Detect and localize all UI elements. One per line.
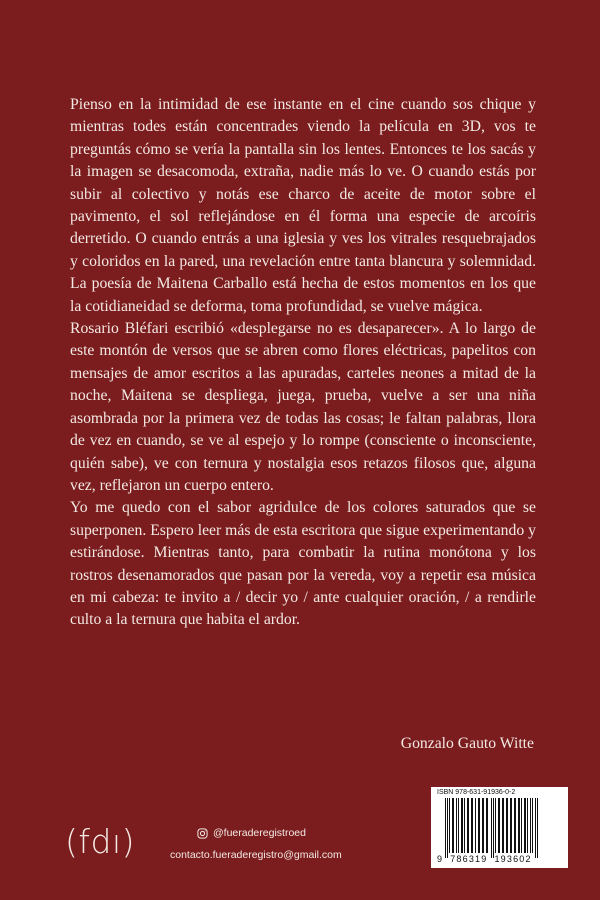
barcode-bar: [464, 798, 465, 853]
instagram-handle[interactable]: @fueraderegistroed: [213, 827, 306, 839]
isbn-label: ISBN 978-631-91936-0-2: [437, 789, 516, 796]
barcode-bar: [452, 798, 454, 853]
barcode-digits: [431, 854, 568, 864]
barcode-bar: [461, 798, 463, 853]
instagram-row: [170, 825, 342, 841]
blurb-paragraph-1: Pienso en la intimidad de ese instante en el cine cuando sos chique y mientras todes están concentrades viendo la película en 3D, vos te preguntás cómo se vería la pantalla sin los lentes. Entonces te los sacás y la imagen se desacomoda, extraña, nadie más lo ve. O cuando estás por subir al colectivo y notás ese charco de aceite de motor sobre el pavimento, el sol reflejándose en él forma una especie de arcoíris derretido. O cuando entrás a una iglesia y ves los vitrales resquebrajados y coloridos en la pared, una revelación entre tanta blancura y solemnidad. La poesía de Maitena Carballo está hecha de estos momentos en los que la cotidianeidad se deforma, toma profundidad, se vuelve mágica.: [70, 96, 536, 315]
barcode-bar: [486, 798, 488, 853]
barcode-bar: [537, 798, 538, 858]
barcode-bar: [524, 798, 526, 853]
barcode-bar: [458, 798, 459, 853]
barcode-bar: [535, 798, 536, 858]
barcode-bar: [471, 798, 473, 853]
barcode-bar: [527, 798, 528, 853]
barcode-bar: [530, 798, 531, 853]
barcode-bar: [514, 798, 516, 853]
barcode-bar: [456, 798, 457, 853]
barcode-bar: [445, 798, 446, 858]
barcode-bar: [495, 798, 496, 853]
barcode-bar: [449, 798, 450, 853]
barcode-bar: [518, 798, 520, 853]
isbn-barcode: [431, 787, 568, 868]
barcode-bar: [447, 798, 448, 858]
barcode-bar: [491, 798, 492, 858]
blurb-paragraph-2: Rosario Bléfari escribió «desplegarse no es desaparecer». A lo largo de este montón de versos que se abren como flores eléctricas, papelitos con mensajes de amor escritos a las apuradas, carteles neones a mitad de la noche, Maitena se despliega, juega, prueba, vuelve a ser una niña asombrada por la primera vez de todas las cosas; le faltan palabras, llora de vez en cuando, se ve al espejo y lo rompe (consciente o inconsciente, quién sabe), ve con ternura y nostalgia esos retazos filosos que, alguna vez, reflejaron un cuerpo entero.: [70, 320, 536, 494]
email-row: [170, 847, 342, 863]
barcode-bar: [532, 798, 533, 853]
blurb-paragraph-3: Yo me quedo con el sabor agridulce de los colores saturados que se superponen. Espero leer más de esta escritora que sigue experimentando y estirándose. Mientras tanto, para combatir la rutina monótona y los rostros desenamorados que pasan por la vereda, voy a repetir esa música en mi cabeza: te invito a / decir yo / ante cualquier oración, / a rendirle culto a la ternura que habita el ardor.: [70, 499, 536, 629]
barcode-bar: [506, 798, 508, 853]
barcode-bar: [510, 798, 512, 853]
barcode-bar: [521, 798, 522, 853]
publisher-contact: [170, 825, 342, 863]
barcode-digits-right: 193602: [494, 854, 532, 864]
publisher-logo: (fdı): [65, 822, 135, 861]
barcode-digit-lead: 9: [437, 854, 444, 864]
blurb-author: Gonzalo Gauto Witte: [400, 735, 534, 752]
barcode-bar: [498, 798, 500, 853]
contact-email[interactable]: contacto.fueraderegistro@gmail.com: [170, 849, 342, 861]
barcode-bar: [502, 798, 504, 853]
barcode-bar: [467, 798, 469, 853]
barcode-bar: [478, 798, 480, 853]
barcode-bar: [493, 798, 494, 858]
blurb-text: [70, 94, 536, 632]
barcode-digits-left: 786319: [450, 854, 488, 864]
instagram-icon: [197, 828, 208, 839]
barcode-bar: [475, 798, 476, 853]
barcode-bar: [482, 798, 484, 853]
